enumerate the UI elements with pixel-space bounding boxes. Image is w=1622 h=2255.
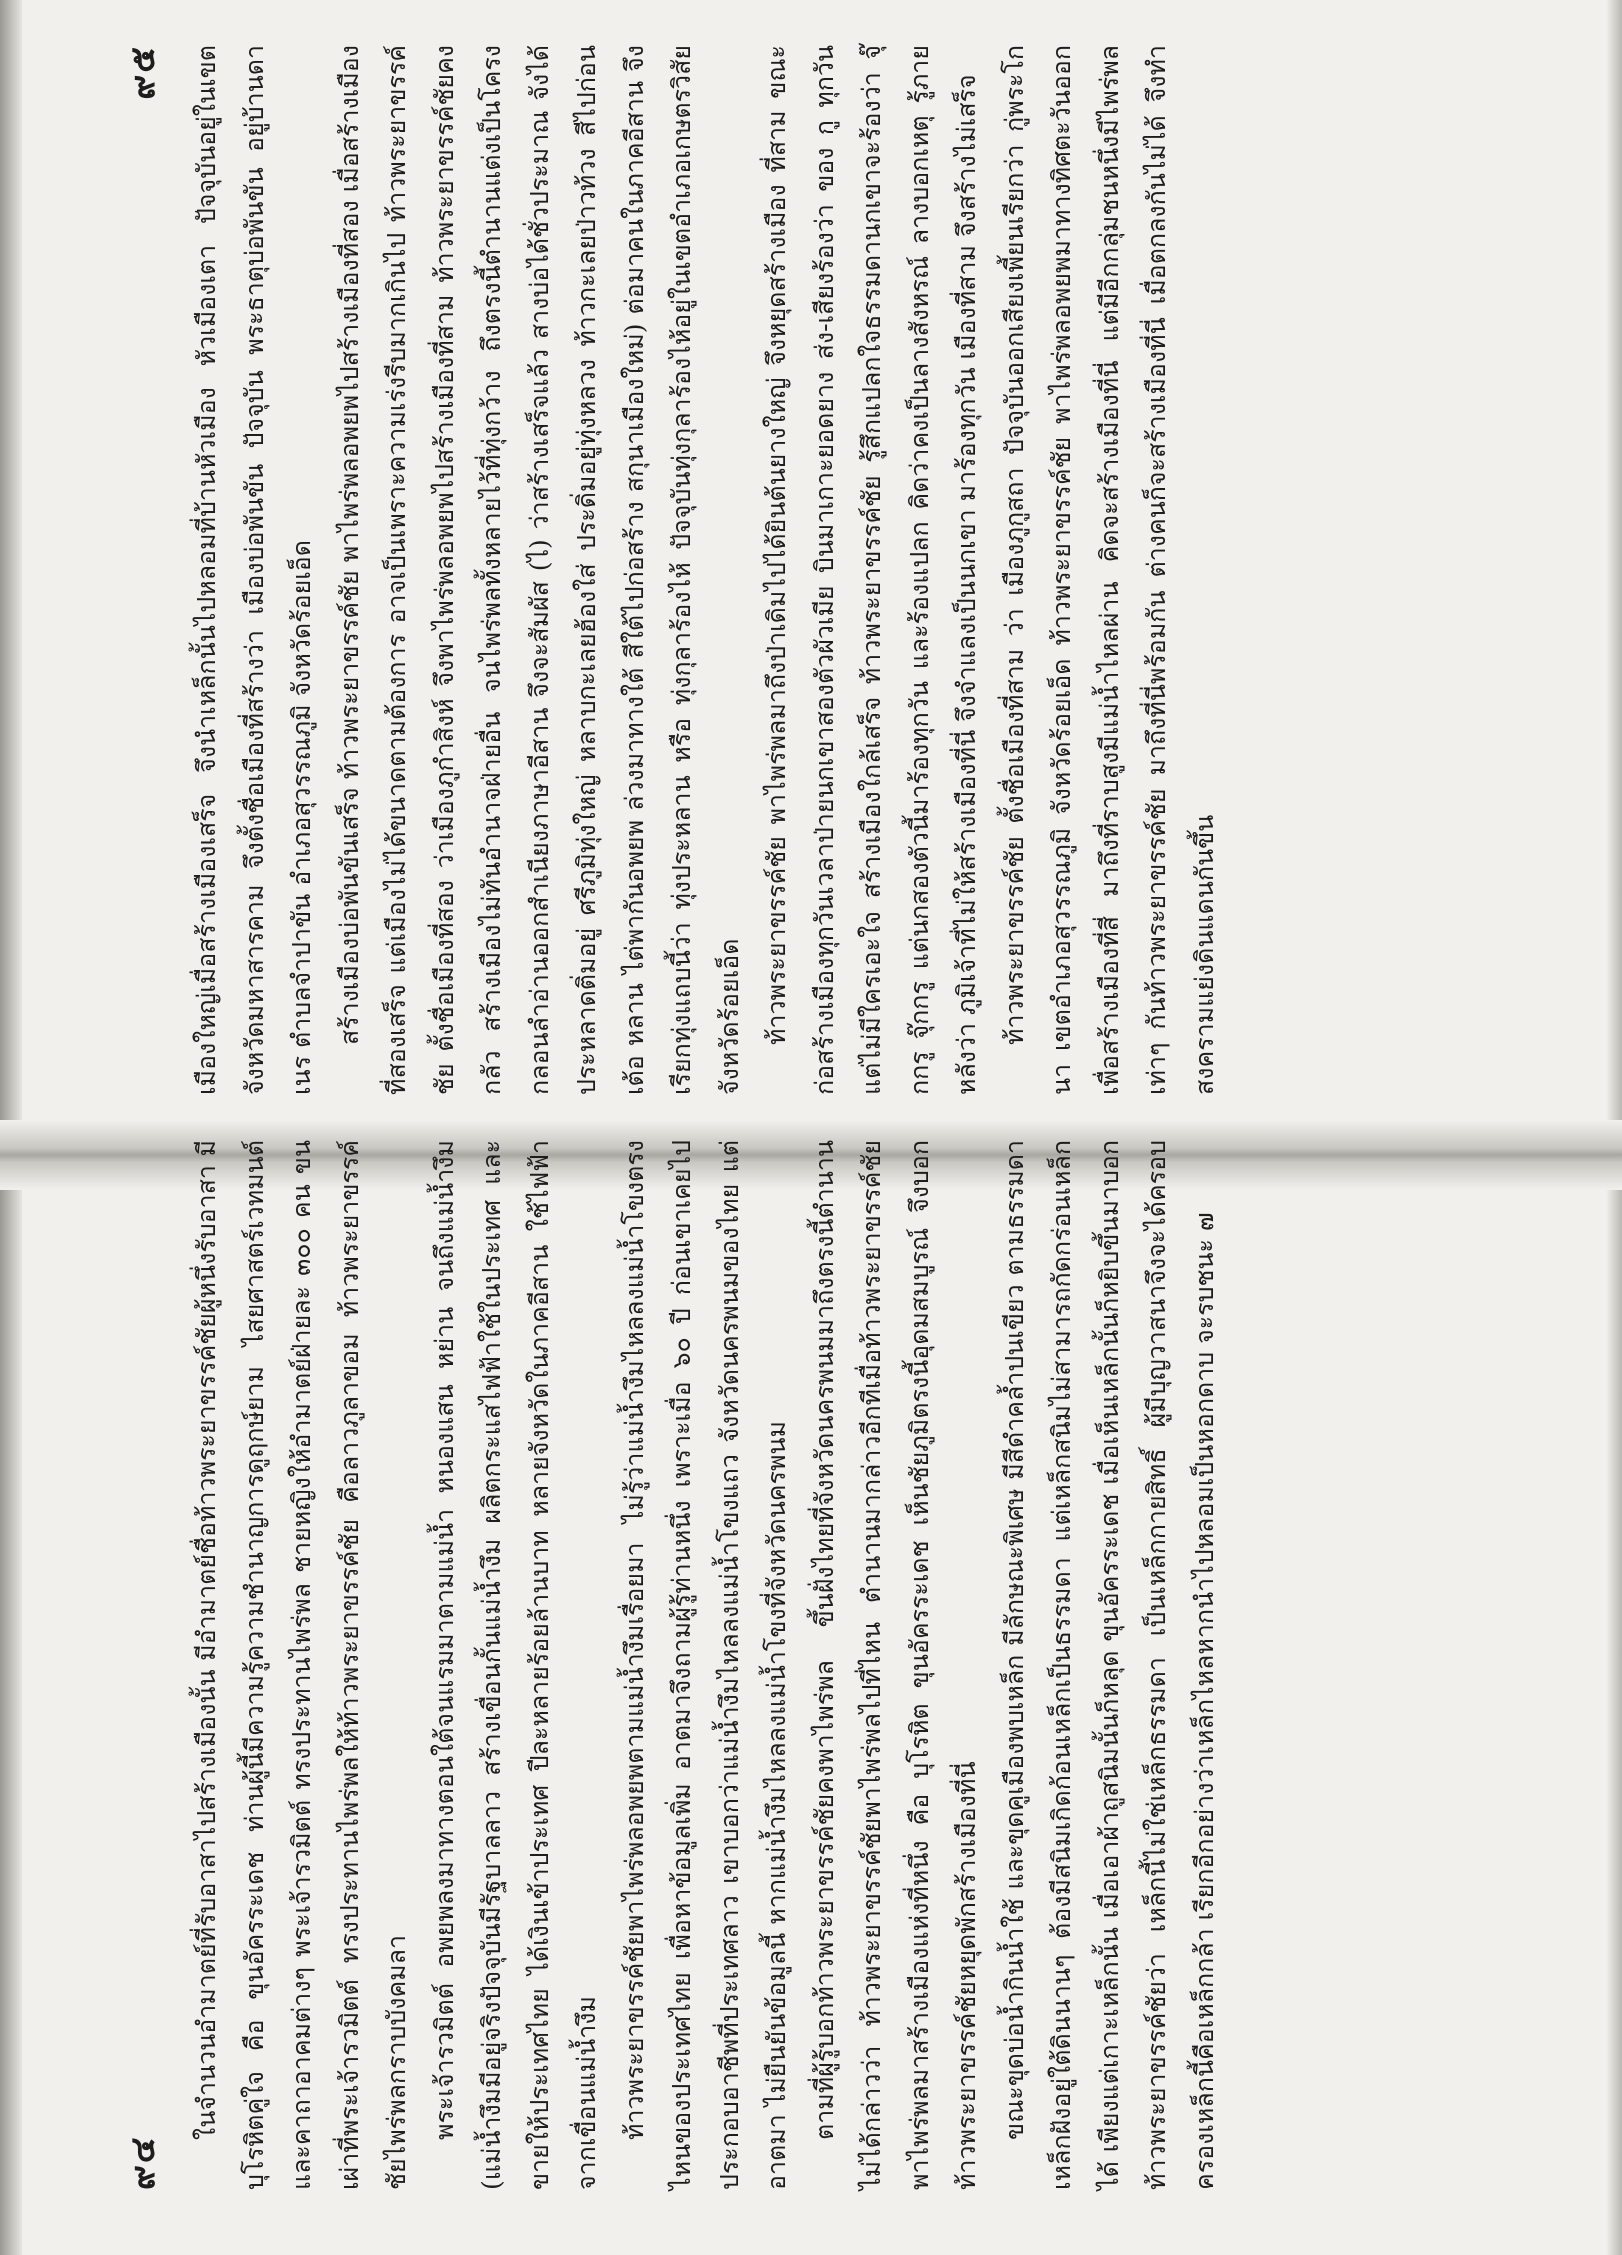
page-94 [115, 1140, 1228, 2190]
paragraph: ท้าวพระยาขรรค์ชัยพาไพร่พลอพยพตามแม่น้ำงึมเรื่อยมา ไม่รู้ว่าแม่น้ำงึมไหลลงแม่น้ำโขงตรงไหนของประเทศไทย เพื่อหาข้อมูลเพิ่ม อาตมาจึงถามผู้รู้ท่านหนึ่ง เพราะเมื่อ ๖๐ ปี ก่อนเขาเคยไปประกอบอาชีพที่ประเทศลาว เขาบอกว่าแม่น้ำงึมไหลลงแม่น้ำโขงแถว จังหวัดนครพนมของไทย แต่อาตมา ไม่ยืนยันข้อมูลนี้ หากแม่น้ำงึมไหลลงแม่น้ำโขงที่จังหวัดนครพนม [619, 1140, 791, 2190]
paragraph: สร้างเมืองบ่อพันขันเสร็จ ท้าวพระยาขรรค์ชัย พาไพร่พลอพยพไปสร้างเมืองที่สอง เมื่อสร้างเมืองที่สองเสร็จ แต่เมืองไม่ได้ขนาดตามต้องการ อาจเป็นเพราะความเร่งรีบมากเกินไป ท้าวพระยาขรรค์ชัย ตั้งชื่อเมืองที่สอง ว่าเมืองภูกำสิงห์ จึงพาไพร่พลอพยพไปสร้างเมืองที่สาม ท้าวพระยาขรรค์ชัยคงกลัว สร้างเมืองไม่ทันอำนาจฝ่ายอื่น จนไพร่พลทั้งหลายไว้ที่ทุ่งกว้าง ถึงตรงนี้ตำนานแต่งเป็นโครงกลอนลำอ่านออกสำเนียงภาษาอีสาน จึงจะสัมผัส (ไ) ว่าสร้างเสร็จแล้ว สางบ่อได้ชั่วประมาณ จังได้ประหลาดติ่มอยู่ ศรีภูมิทุ่งใหญ่ หลาบกะเลยฮ้องใส่ ประดิ่มอยู่ทุ่งหลวง ท้าวกะเลยป่าวท้วง สีไปก่อนเต้อ หลาน ไต่พากันอพยพ ล่วงมาทางใต้ สีใต้ไปก่อสร้าง สกุนาเมืองใหม่) ต่อมาคนในภาคอีสาน จึงเรียกทุ่งแถบนี้ว่า ทุ่งประหลาน หรือ ทุ่งกุลาร้องไห้ ปัจจุบันทุ่งกุลาร้องไห้อยู่ในเขตอำเภอเกษตรวิสัย จังหวัดร้อยเอ็ด [334, 45, 744, 1095]
page-95 [115, 45, 1228, 1095]
paragraph: ท้าวพระยาขรรค์ชัย พาไพร่พลมาถึงป่าเดิมไปได้ยินต้นยางใหญ่ จึงหยุดสร้างเมือง ที่สาม ขณะก่อสร้างเมืองทุกวันเวลาป่ายนกเขาสองตัวผัวเมีย บินมาเกาะยอดยาง ส่ง-เสียงร้องว่า ของ กู ทุกวัน แต่ไม่มีใครเอะใจ สร้างเมืองใกล้เสร็จ ท้าวพระยาขรรค์ชัย รู้สึกแปลกใจธรรมดานกเขาจะร้องว่า จุ๊กกรู จุ๊กกรู แต่นกสองตัวนี้มาร้องทุกวัน และร้องแปลก คิดว่าคงเป็นลางสังหรณ์ ลางบอกเหตุ รู้ภายหลังว่า ภูมิเจ้าที่ไม่ให้สร้างเมืองที่นี่ จึงจำแลงเป็นนกเขา มาร้องทุกวัน เมืองที่สาม จึงสร้างไม่เสร็จ [762, 45, 981, 1095]
paragraph: ท้าวพระยาขรรค์ชัย ตั้งชื่อเมืองที่สาม ว่า เมืองภูกูสถา ปัจจุบันออกเสียงเพี้ยนเรียกว่า กู่พระโกนา เขตอำเภอสุวรรณภูมิ จังหวัดร้อยเอ็ด ท้าวพระยาขรรค์ชัย พาไพร่พลอพยพมาทางทิศตะวันออก เพื่อสร้างเมืองที่สี่ มาถึงที่ราบสูงมีแม่น้ำไหลผ่าน คิดจะสร้างเมืองที่นี่ แต่มีอีกกลุ่มชนหนึ่งมีไพร่พลเท่าๆ กันท้าวพระยาขรรค์ชัย มาถึงที่นี่พร้อมกัน ต่างคนก็จะสร้างเมืองที่นี่ เมื่อตกลงกันไม่ได้ จึงทำสงครามแย่งดินแดนกันขึ้น [999, 45, 1219, 1095]
paragraph: ขณะขุดบ่อน้ำกินน้ำใช้ และขุดคูเมืองพบเหล็ก มีลักษณะพิเศษ มีสีดำคล้ำปนเขียว ตามธรรมดา เหล็กฝังอยู่ใต้ดินนานๆ ต้องมีสนิมเกิดก้อนเหล็กเป็นธรรมดา แต่เหล็กสนิมไม่สามารถกัดกร่อนเหล็กได้ เพียงแต่เกาะเหล็กนั้น เมื่อเอาผ้าถูสนิมนั้นก็หลุด ขุนอัครระเดช เมื่อเห็นเหล็กนั้นก็หยิบขึ้นมาบอกท้าวพระยาขรรค์ชัยว่า เหล็กนี้ไม่ใช่เหล็กธรรมดา เป็นเหล็กกายสิทธิ์ ผู้มีบุญวาสนาจึงจะได้ครอบครองเหล็กนี้คือเหล็กกล้า เรียกอีกอย่างว่าเหล็กไหลหากนำไปหลอมเป็นหอกดาบ จะรบชนะ ๗ [999, 1140, 1219, 2190]
paragraph: ตามที่ผู้รู้บอกท้าวพระยาขรรค์ชัยคงพาไพร่พล ขึ้นฝั่งไทยที่จังหวัดนครพนมมาถึงตรงนี้ตำนานไม่ได้กล่าวว่า ท้าวพระยาขรรค์ชัยพาไพร่พลไปที่ไหน ตำนานมากล่าวอีกทีเมื่อท้าวพระยาขรรค์ชัยพาไพร่พลมาสร้างเมืองแห่งที่หนึ่ง คือ บุโรหิต ขุนอัครระเดช เห็นชัยภูมิตรงนี้อุดมสมบูรณ์ จึงบอกท้าวพระยาขรรค์ชัยหยุดพักสร้างเมืองที่นี่ [809, 1140, 981, 2190]
paragraph: ในจำนวนอำมาตย์ที่รับอาสาไปสร้างเมืองนั้น มีอำมาตย์ชื่อท้าวพระยาขรรค์ชัยผู้หนึ่งรับอาสา มีบุโรหิตคู่ใจ คือ ขุนอัครระเดช ท่านผู้นี้มีความรู้ความชำนาญการดูฤกษ์ยาม ไสยศาสตร์เวทมนต์ และคาถาอาคมต่างๆ พระเจ้ารวมิตต์ ทรงประทานไพร่พล ชายหญิงให้อำมาตย์ฝ่ายละ ๓๐๐ คน ขนเผ่าที่พระเจ้ารวมิตต์ ทรงประทานไพร่พลให้ท้าวพระยาขรรค์ชัย คือลาวภูลาขอม ท้าวพระยาขรรค์ชัยไพร่พลกราบบังคมลา [192, 1140, 411, 2190]
page-number: ๙๕ [123, 45, 163, 100]
paragraph: พระเจ้ารวมิตต์ อพยพลงมาทางตอนใต้จนแรมมาตามแม่น้ำ หนองแสน หย่าน จนถึงแม่น้ำงึม (แม่น้ำงึมมีอยู่จริงปัจจุบันมีรัฐบาลลาว สร้างเขื่อนกั้นแม่น้ำงึม ผลิตกระแสไฟฟ้าใช้ในประเทศ และขายให้ประเทศไทย ได้เงินเข้าประเทศ ปีละหลายร้อยล้านบาท หลายจังหวัดในภาคอีสาน ใช้ไฟฟ้าจากเขื่อนแม่น้ำงึม [429, 1140, 601, 2190]
page-number: ๙๔ [123, 2135, 163, 2190]
paragraph: เมืองใหญ่เมื่อสร้างเมืองเสร็จ จึงนำเหล็กนั้นไปหลอมที่บ้านหัวเมือง หัวเมืองเตา ปัจจุบันอยู่ในเขตจังหวัดมหาสารคาม จึงตั้งชื่อเมืองที่สร้างว่า เมืองบ่อพันขัน ปัจจุบัน พระธาตุบ่อพันขัน อยู่บ้านดาเนร ตำบลจำปาขัน อำเภอสุวรรณภูมิ จังหวัดร้อยเอ็ด [192, 45, 316, 1095]
